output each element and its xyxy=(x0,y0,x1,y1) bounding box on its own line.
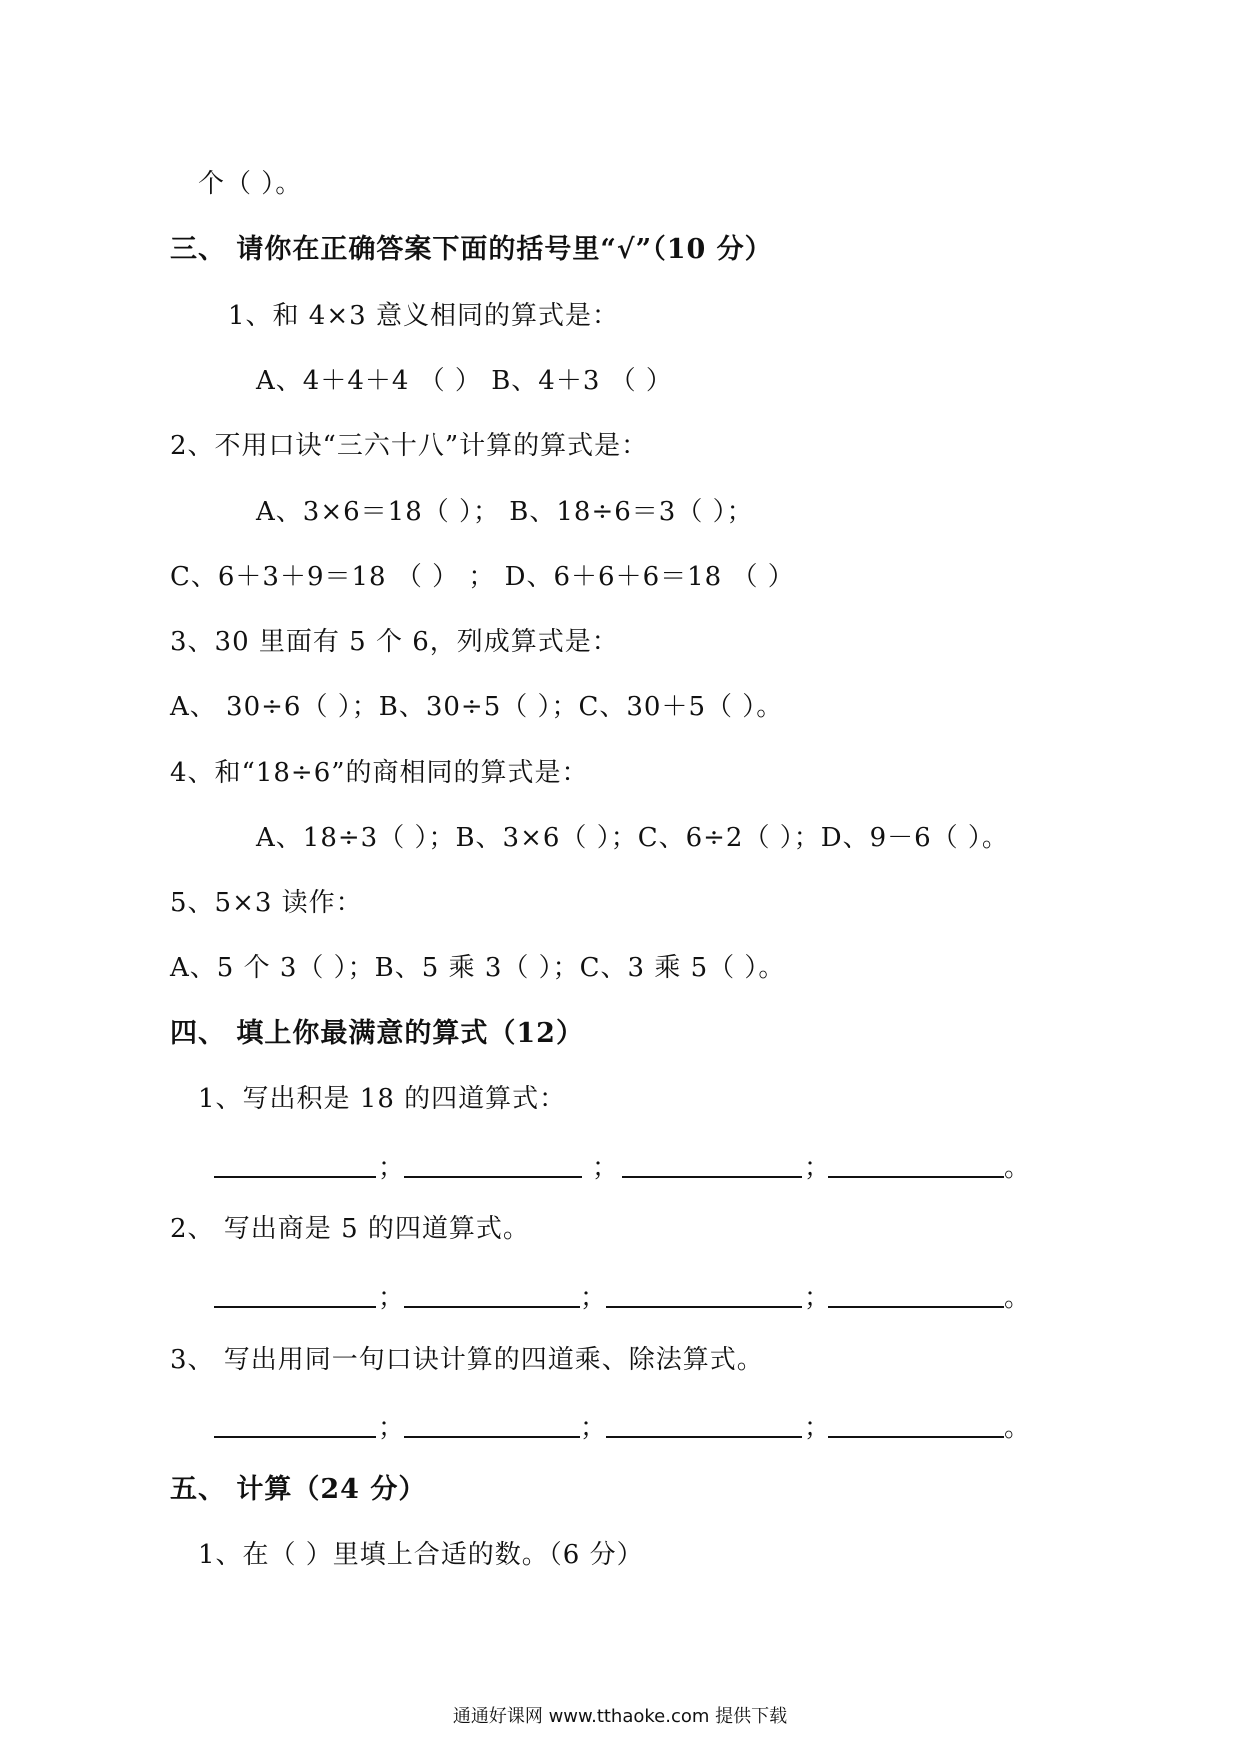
question-3-4-options: A、18÷3（ ）；B、3×6（ ）；C、6÷2（ ）；D、9－6（ ）。 xyxy=(256,823,1009,853)
answer-blank[interactable] xyxy=(828,1176,1004,1178)
separator: ； xyxy=(378,1413,405,1443)
separator: ； xyxy=(580,1283,607,1313)
question-4-2: 2、 写出商是 5 的四道算式。 xyxy=(170,1214,530,1244)
question-3-1-options: A、4＋4＋4 （ ） B、4＋3 （ ） xyxy=(256,366,673,396)
separator: ； xyxy=(378,1283,405,1313)
answer-blank[interactable] xyxy=(828,1306,1004,1308)
answer-blank[interactable] xyxy=(606,1436,802,1438)
answer-blank[interactable] xyxy=(214,1436,376,1438)
section-3-heading: 三、 请你在正确答案下面的括号里“√”（10 分） xyxy=(170,234,773,265)
separator: ； xyxy=(592,1153,619,1183)
answer-row-3 xyxy=(214,1410,1034,1446)
answer-blank[interactable] xyxy=(606,1306,802,1308)
separator: ； xyxy=(580,1413,607,1443)
question-5-1: 1、在（ ）里填上合适的数。（6 分） xyxy=(198,1540,644,1570)
answer-blank[interactable] xyxy=(404,1306,580,1308)
end-mark: 。 xyxy=(1004,1283,1031,1313)
answer-blank[interactable] xyxy=(214,1176,376,1178)
continued-text: 个（ ）。 xyxy=(198,169,303,199)
answer-blank[interactable] xyxy=(828,1436,1004,1438)
answer-row-1 xyxy=(214,1150,1034,1186)
question-3-5-options: A、5 个 3（ ）；B、5 乘 3（ ）；C、3 乘 5（ ）。 xyxy=(170,953,786,983)
question-3-3-options: A、 30÷6（ ）；B、30÷5（ ）；C、30＋5（ ）。 xyxy=(170,692,784,722)
question-3-1: 1、和 4×3 意义相同的算式是： xyxy=(228,301,619,331)
end-mark: 。 xyxy=(1004,1413,1031,1443)
page-footer: 通通好课网 www.tthaoke.com 提供下载 xyxy=(452,1706,788,1727)
end-mark: 。 xyxy=(1004,1153,1031,1183)
section-5-heading: 五、 计算（24 分） xyxy=(170,1474,427,1505)
answer-blank[interactable] xyxy=(214,1306,376,1308)
separator: ； xyxy=(804,1413,831,1443)
question-3-2-options-ab: A、3×6＝18（ ）； B、18÷6＝3（ ）； xyxy=(256,497,754,527)
answer-row-2 xyxy=(214,1280,1034,1316)
question-3-4: 4、和“18÷6”的商相同的算式是： xyxy=(170,758,589,788)
separator: ； xyxy=(378,1153,405,1183)
question-3-5: 5、5×3 读作： xyxy=(170,888,363,918)
question-3-2-options-cd: C、6＋3＋9＝18 （ ） ； D、6＋6＋6＝18 （ ） xyxy=(170,562,795,592)
answer-blank[interactable] xyxy=(404,1436,580,1438)
question-3-3: 3、30 里面有 5 个 6，列成算式是： xyxy=(170,627,619,657)
separator: ； xyxy=(804,1283,831,1313)
answer-blank[interactable] xyxy=(622,1176,802,1178)
question-3-2: 2、不用口诀“三六十八”计算的算式是： xyxy=(170,431,649,461)
answer-blank[interactable] xyxy=(404,1176,582,1178)
question-4-3: 3、 写出用同一句口诀计算的四道乘、除法算式。 xyxy=(170,1345,764,1375)
question-4-1: 1、写出积是 18 的四道算式： xyxy=(198,1084,567,1114)
section-4-heading: 四、 填上你最满意的算式（12） xyxy=(170,1018,584,1049)
separator: ； xyxy=(804,1153,831,1183)
